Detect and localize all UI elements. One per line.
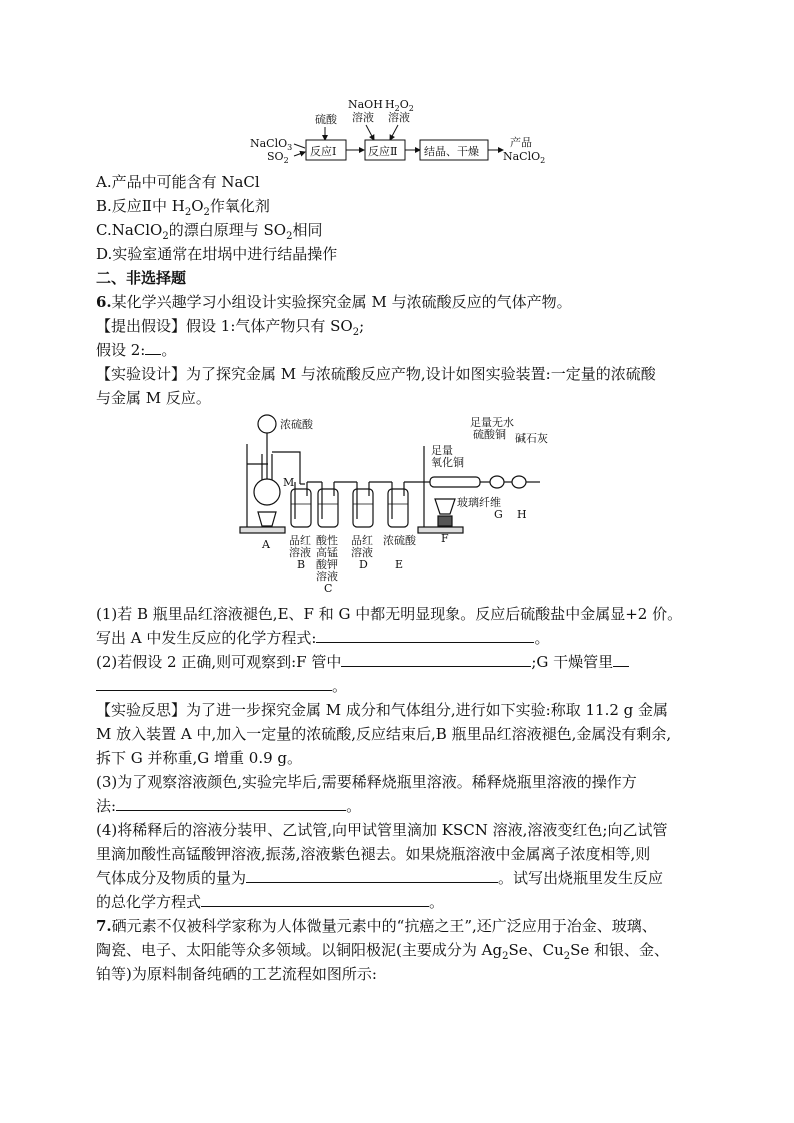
apparatus-f-2: 氧化铜 bbox=[431, 456, 464, 469]
apparatus-diagram bbox=[0, 404, 794, 604]
apparatus-label-d: D bbox=[359, 558, 368, 571]
q7-line3: 铂等)为原料制备纯硒的工艺流程如图所示: bbox=[96, 965, 377, 983]
flow-naoh-sol: 溶液 bbox=[352, 111, 374, 124]
q7-line1: 7.硒元素不仅被科学家称为人体微量元素中的“抗癌之王”,还广泛应用于冶金、玻璃、 bbox=[96, 917, 657, 935]
apparatus-label-c: C bbox=[324, 582, 333, 595]
option-c: C.NaClO$_2$的漂白原理与 $SO_2$相同 bbox=[96, 221, 323, 242]
apparatus-label-g: G bbox=[494, 508, 503, 521]
answer-blank-q2-g[interactable] bbox=[613, 652, 629, 667]
answer-blank-q4-gas[interactable] bbox=[246, 868, 498, 883]
apparatus-d-2: 溶液 bbox=[351, 546, 373, 559]
q6-hypothesis2: 假设 2: 。 bbox=[96, 341, 177, 359]
q6-part2-b: 。 bbox=[96, 676, 347, 696]
flow-product-label: 产品 bbox=[510, 136, 532, 149]
apparatus-c-1: 酸性 bbox=[316, 534, 338, 547]
answer-blank-q2-f[interactable] bbox=[341, 652, 531, 667]
q6-design-1: 【实验设计】为了探究金属 M 与浓硫酸反应产物,设计如图实验装置:一定量的浓硫酸 bbox=[96, 365, 656, 383]
flow-product-formula: NaClO$_2$ bbox=[503, 150, 546, 165]
q6-design-2: 与金属 M 反应。 bbox=[96, 389, 211, 407]
answer-blank-q1[interactable] bbox=[316, 628, 534, 643]
flow-input-naclo3: NaClO$_3$ bbox=[250, 137, 293, 152]
q6-reflection-1: 【实验反思】为了进一步探究金属 M 成分和气体组分,进行如下实验:称取 11.2 g 金属 bbox=[96, 701, 669, 719]
q6-reflection-3: 拆下 G 并称重,G 增重 0.9 g。 bbox=[96, 749, 303, 767]
process-flow-diagram bbox=[0, 0, 794, 175]
q6-part4-c: 气体成分及物质的量为 。试写出烧瓶里发生反应 bbox=[96, 869, 664, 887]
apparatus-b-2: 溶液 bbox=[289, 546, 311, 559]
apparatus-h-1: 碱石灰 bbox=[515, 432, 548, 445]
apparatus-f-1: 足量 bbox=[431, 444, 453, 457]
q6-reflection-2: M 放入装置 A 中,加入一定量的浓硫酸,反应结束后,B 瓶里品红溶液褪色,金属没有剩余, bbox=[96, 725, 672, 743]
q6-part3-b: 法: 。 bbox=[96, 797, 362, 815]
q6-part1-a: (1)若 B 瓶里品红溶液褪色,E、F 和 G 中都无明显现象。反应后硫酸盐中金属显+2 价。 bbox=[96, 605, 683, 623]
apparatus-b-1: 品红 bbox=[289, 534, 311, 547]
q6-hypothesis1: 【提出假设】假设 1:气体产物只有 $SO_2$; bbox=[96, 317, 365, 338]
apparatus-e-1: 浓硫酸 bbox=[383, 534, 416, 547]
q7-line2: 陶瓷、电子、太阳能等众多领域。以铜阳极泥(主要成分为 $Ag_2Se$、$Cu_2Se$ 和银、金、 bbox=[96, 941, 670, 962]
q6-title: 6.某化学兴趣学习小组设计实验探究金属 M 与浓硫酸反应的气体产物。 bbox=[96, 293, 572, 311]
q6-part4-d: 的总化学方程式 。 bbox=[96, 893, 445, 911]
apparatus-label-e: E bbox=[395, 558, 404, 571]
answer-blank-q4-eq[interactable] bbox=[201, 892, 429, 907]
answer-blank-hyp2[interactable] bbox=[145, 340, 161, 355]
apparatus-c-4: 溶液 bbox=[316, 570, 338, 583]
option-d: D.实验室通常在坩埚中进行结晶操作 bbox=[96, 245, 338, 263]
flow-box-reaction1-label: 反应Ⅰ bbox=[310, 145, 337, 158]
section-heading: 二、非选择题 bbox=[96, 269, 187, 287]
q6-part3-a: (3)为了观察溶液颜色,实验完毕后,需要稀释烧瓶里溶液。稀释烧瓶里溶液的操作方 bbox=[96, 773, 637, 791]
q6-part1-b: 写出 A 中发生反应的化学方程式: 。 bbox=[96, 629, 550, 647]
apparatus-c-3: 酸钾 bbox=[316, 558, 338, 571]
apparatus-acid-label: 浓硫酸 bbox=[280, 418, 313, 431]
apparatus-label-f: F bbox=[441, 532, 449, 545]
apparatus-label-a: A bbox=[262, 538, 270, 551]
q6-part4-b: 里滴加酸性高锰酸钾溶液,振荡,溶液紫色褪去。如果烧瓶溶液中金属离子浓度相等,则 bbox=[96, 845, 651, 863]
apparatus-fiber: 玻璃纤维 bbox=[457, 496, 501, 509]
apparatus-label-h: H bbox=[517, 508, 527, 521]
q6-part4-a: (4)将稀释后的溶液分装甲、乙试管,向甲试管里滴加 KSCN 溶液,溶液变红色;向乙试管 bbox=[96, 821, 668, 839]
apparatus-label-b: B bbox=[297, 558, 306, 571]
option-a: A.产品中可能含有 NaCl bbox=[96, 173, 260, 191]
flow-box-reaction2-label: 反应Ⅱ bbox=[368, 145, 398, 158]
flow-h2o2-label: $H_2O_2$ bbox=[385, 98, 414, 113]
flow-naoh-label: NaOH bbox=[348, 98, 383, 111]
apparatus-c-2: 高锰 bbox=[316, 546, 338, 559]
flow-input-so2: $SO_2$ bbox=[267, 150, 289, 165]
q6-part2-a: (2)若假设 2 正确,则可观察到:F 管中 ;G 干燥管里 bbox=[96, 652, 629, 672]
flow-h2o2-sol: 溶液 bbox=[388, 111, 410, 124]
apparatus-m-label: M bbox=[283, 476, 295, 489]
apparatus-d-1: 品红 bbox=[351, 534, 373, 547]
option-b: B.反应Ⅱ中 $H_2O_2$作氧化剂 bbox=[96, 197, 270, 218]
apparatus-g-2: 硫酸铜 bbox=[473, 428, 506, 441]
answer-blank-q3[interactable] bbox=[116, 796, 346, 811]
apparatus-g-1: 足量无水 bbox=[470, 416, 514, 429]
answer-blank-q2-g-cont[interactable] bbox=[96, 676, 332, 691]
flow-box-crystallize-label: 结晶、干燥 bbox=[424, 145, 479, 158]
flow-acid-label: 硫酸 bbox=[315, 113, 337, 126]
